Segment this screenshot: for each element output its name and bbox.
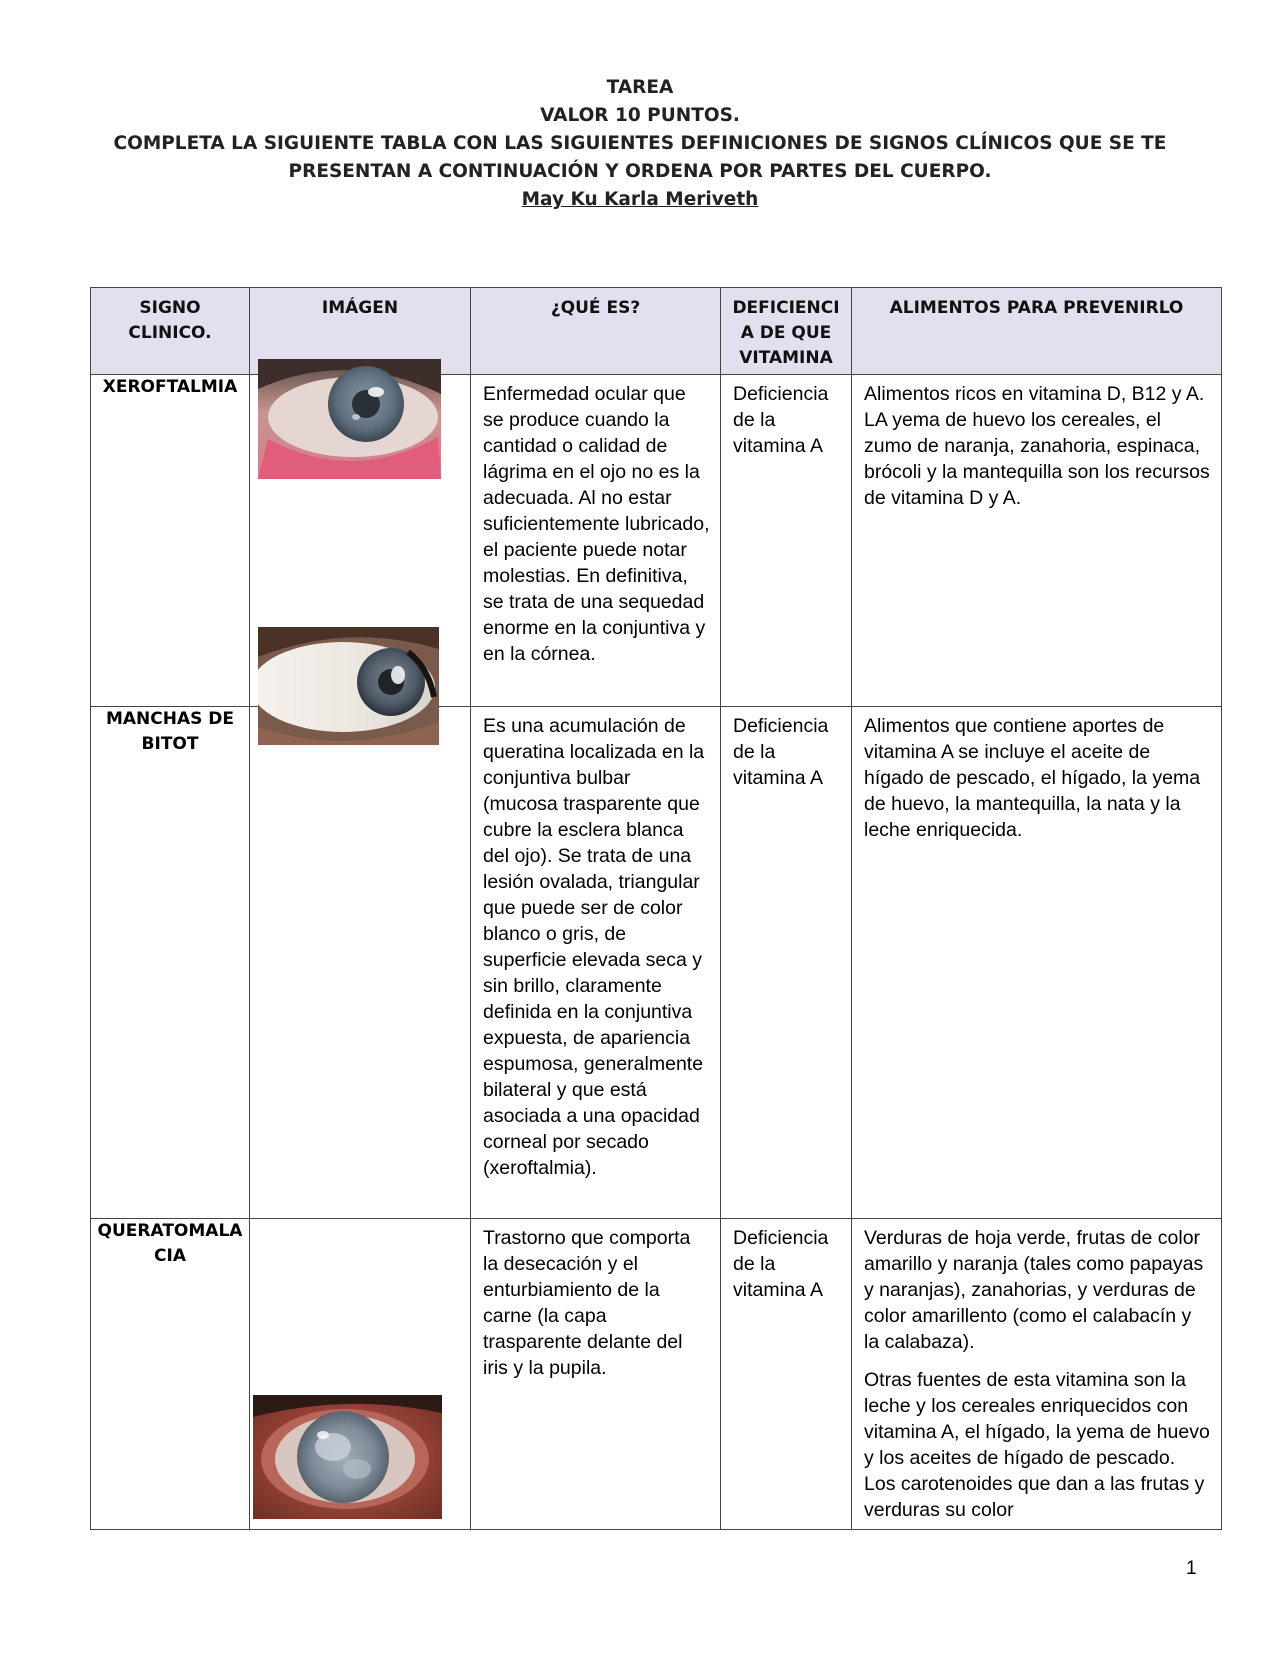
foods-cell xyxy=(852,1219,1222,1530)
definition-cell: Es una acumulación de queratina localizada en la conjuntiva bulbar (mucosa trasparente que cubre la esclera blanca del ojo). Se trata de una lesión ovalada, triangular que puede ser de color blanco o gris, de superficie elevada seca y sin brillo, claramente definida en la conjuntiva expuesta, de apariencia espumosa, generalmente bilateral y que está asociada a una opacidad corneal por secado (xeroftalmia). xyxy=(471,707,721,1219)
eye-photo-keratomalacia xyxy=(253,1395,442,1519)
foods-paragraph: Alimentos que contiene aportes de vitamina A se incluye el aceite de hígado de pescado, el hígado, la yema de huevo, la mantequilla, la nata y la leche enriquecida. xyxy=(864,715,1201,841)
column-header-sign: SIGNO CLINICO. xyxy=(91,288,250,375)
header-title: TAREA xyxy=(606,77,674,98)
vitamin-deficiency-cell: Deficiencia de la vitamina A xyxy=(721,375,852,707)
header-points: VALOR 10 PUNTOS. xyxy=(540,105,740,126)
column-header-what: ¿QUÉ ES? xyxy=(471,288,721,375)
author-name: May Ku Karla Meriveth xyxy=(521,189,759,210)
definition-cell: Trastorno que comporta la desecación y el enturbiamiento de la carne (la capa trasparente delante del iris y la pupila. xyxy=(471,1219,721,1530)
foods-cell xyxy=(852,707,1222,1219)
table-row xyxy=(91,1219,1222,1530)
header-instructions-1: COMPLETA LA SIGUIENTE TABLA CON LAS SIGUIENTES DEFINICIONES DE SIGNOS CLÍNICOS QUE SE TE xyxy=(113,133,1167,154)
sign-name: XEROFTALMIA xyxy=(91,375,250,707)
foods-cell xyxy=(852,375,1222,707)
document-header xyxy=(0,74,1280,214)
column-header-image: IMÁGEN xyxy=(250,288,471,375)
vitamin-deficiency-cell: Deficiencia de la vitamina A xyxy=(721,1219,852,1530)
clinical-signs-table xyxy=(90,287,1222,1530)
definition-cell: Enfermedad ocular que se produce cuando la cantidad o calidad de lágrima en el ojo no es la adecuada. Al no estar suficientemente lubricado, el paciente puede notar molestias. En definitiva, se trata de una sequedad enorme en la conjuntiva y en la córnea. xyxy=(471,375,721,707)
eye-photo-bitot-spots xyxy=(258,627,439,745)
vitamin-deficiency-cell: Deficiencia de la vitamina A xyxy=(721,707,852,1219)
sign-name: QUERATOMALACIA xyxy=(91,1219,250,1530)
eye-photo-xerophthalmia xyxy=(258,359,441,479)
column-header-deficiency: DEFICIENCI A DE QUE VITAMINA xyxy=(721,288,852,375)
sign-name: MANCHAS DE BITOT xyxy=(91,707,250,1219)
header-instructions-2: PRESENTAN A CONTINUACIÓN Y ORDENA POR PARTES DEL CUERPO. xyxy=(288,161,992,182)
foods-paragraph: Otras fuentes de esta vitamina son la leche y los cereales enriquecidos con vitamina A, el hígado, la yema de huevo y los aceites de hígado de pescado. Los carotenoides que dan a las frutas y verduras su color xyxy=(864,1369,1210,1521)
foods-paragraph: Alimentos ricos en vitamina D, B12 y A. LA yema de huevo los cereales, el zumo de naranja, zanahoria, espinaca, brócoli y la mantequilla son los recursos de vitamina D y A. xyxy=(864,383,1210,509)
page-number: 1 xyxy=(1186,1558,1197,1579)
column-header-foods: ALIMENTOS PARA PREVENIRLO xyxy=(852,288,1222,375)
table-row xyxy=(91,707,1222,1219)
image-cell xyxy=(250,707,471,1219)
foods-paragraph: Verduras de hoja verde, frutas de color amarillo y naranja (tales como papayas y naranjas), zanahorias, y verduras de color amarillento (como el calabacín y la calabaza). xyxy=(864,1227,1204,1353)
image-cell xyxy=(250,1219,471,1530)
